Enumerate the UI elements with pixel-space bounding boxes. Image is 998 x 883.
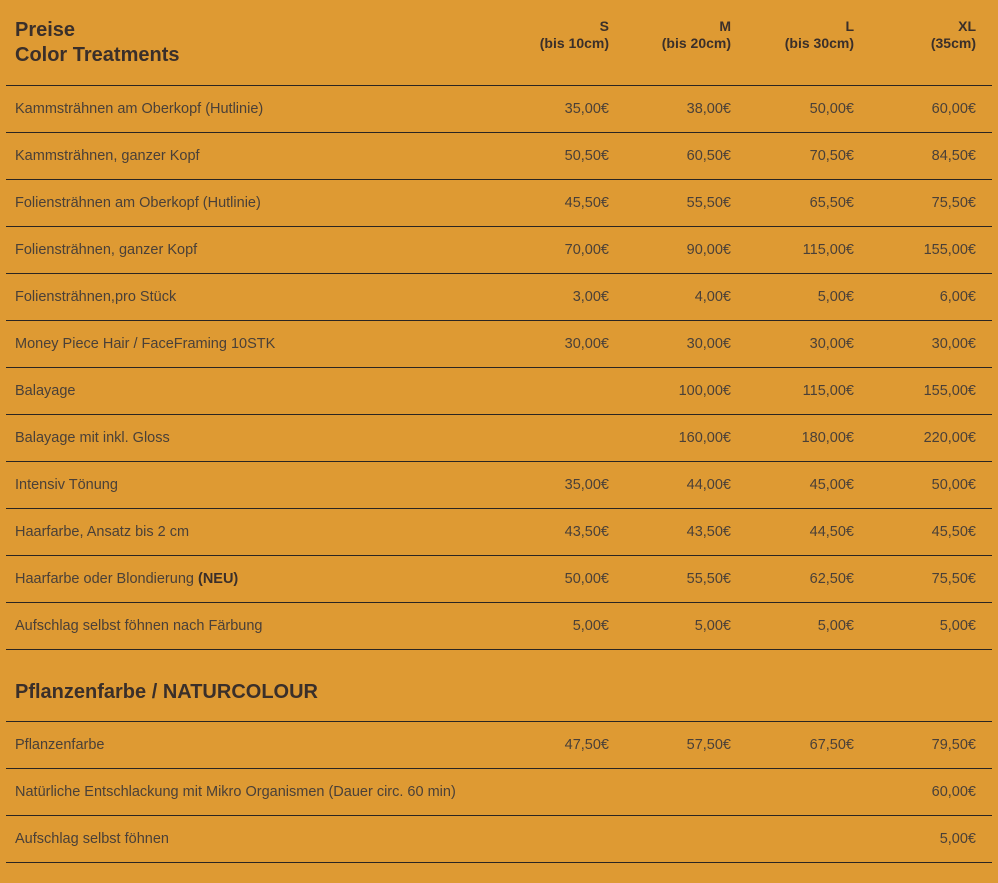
price-s: 35,00€ [564,477,609,493]
service-name [15,556,238,602]
service-label: Kammsträhnen, ganzer Kopf [15,148,200,164]
service-label: Aufschlag selbst föhnen nach Färbung [15,618,263,634]
price-s: 35,00€ [564,101,609,117]
price-m: 55,50€ [686,195,731,211]
price-xl: 220,00€ [923,430,976,446]
table-row [6,180,992,227]
price-xl: 155,00€ [923,242,976,258]
service-label: Aufschlag selbst föhnen [15,831,169,847]
column-note: (bis 10cm) [539,35,609,51]
column-note: (bis 30cm) [784,35,854,51]
price-s: 3,00€ [572,289,609,305]
service-label: Intensiv Tönung [15,477,118,493]
section-heading [6,650,992,722]
price-l: 180,00€ [801,430,854,446]
service-name [15,462,118,508]
price-l: 62,50€ [809,571,854,587]
price-s: 47,50€ [564,737,609,753]
service-label: Foliensträhnen,pro Stück [15,289,177,305]
price-s: 50,00€ [564,571,609,587]
table-row [6,509,992,556]
section-title-plant: Pflanzenfarbe / NATURCOLOUR [15,681,318,703]
price-xl: 6,00€ [939,289,976,305]
price-s: 50,50€ [564,148,609,164]
service-label: Haarfarbe oder Blondierung [15,571,198,587]
price-s: 45,50€ [564,195,609,211]
price-l: 5,00€ [817,618,854,634]
service-name [15,368,75,414]
price-xl: 60,00€ [931,101,976,117]
price-xl: 30,00€ [931,336,976,352]
price-xl: 50,00€ [931,477,976,493]
new-badge: (NEU) [197,571,239,587]
price-m: 44,00€ [686,477,731,493]
price-m: 90,00€ [686,242,731,258]
price-list [6,0,992,863]
price-m: 4,00€ [694,289,731,305]
title-line-1: Preise [15,19,76,41]
price-l: 50,00€ [809,101,854,117]
price-l: 115,00€ [802,242,854,258]
price-table-header [6,0,992,86]
price-m: 57,50€ [686,737,731,753]
price-l: 70,50€ [809,148,854,164]
service-label: Pflanzenfarbe [15,737,105,753]
table-row [6,415,992,462]
service-label: Balayage mit inkl. Gloss [15,430,170,446]
price-l: 5,00€ [817,289,854,305]
price-xl: 60,00€ [931,784,976,800]
service-label: Natürliche Entschlackung mit Mikro Organismen (Dauer circ. 60 min) [15,784,456,800]
plant-colour-table [6,722,992,863]
column-note: (bis 20cm) [661,35,731,51]
table-row [6,816,992,863]
table-row [6,227,992,274]
service-name [15,509,189,555]
price-s: 5,00€ [572,618,609,634]
color-treatments-table [6,86,992,650]
column-note: (35cm) [930,35,976,51]
column-size: XL [958,18,976,34]
table-row [6,274,992,321]
price-m: 100,00€ [678,383,731,399]
service-name [15,86,263,132]
service-label: Foliensträhnen am Oberkopf (Hutlinie) [15,195,261,211]
column-header-l [785,18,854,52]
column-header-s [540,18,609,52]
price-xl: 75,50€ [931,571,976,587]
price-m: 5,00€ [694,618,731,634]
price-l: 115,00€ [802,383,854,399]
price-m: 160,00€ [678,430,731,446]
price-l: 30,00€ [809,336,854,352]
service-name [15,133,200,179]
price-m: 38,00€ [686,101,731,117]
column-header-xl [931,18,976,52]
service-label: Haarfarbe, Ansatz bis 2 cm [15,524,190,540]
service-name [15,722,104,768]
price-l: 44,50€ [809,524,854,540]
service-label: Money Piece Hair / FaceFraming 10STK [15,336,276,352]
column-header-m [662,18,731,52]
column-size: S [599,18,609,34]
service-name [15,816,169,862]
service-label: Foliensträhnen, ganzer Kopf [15,242,198,258]
price-xl: 79,50€ [931,737,976,753]
price-xl: 5,00€ [939,618,976,634]
price-s: 43,50€ [564,524,609,540]
service-name [15,603,262,649]
price-l: 45,00€ [809,477,854,493]
service-name [15,274,176,320]
service-name [15,415,170,461]
column-size: M [719,18,731,34]
price-m: 60,50€ [686,148,731,164]
price-m: 55,50€ [686,571,731,587]
price-m: 43,50€ [686,524,731,540]
table-row [6,722,992,769]
service-name [15,321,275,367]
service-label: Kammsträhnen am Oberkopf (Hutlinie) [15,101,264,117]
price-s: 70,00€ [564,242,609,258]
title-line-2: Color Treatments [15,44,180,66]
table-row [6,769,992,816]
table-row [6,368,992,415]
price-l: 65,50€ [809,195,854,211]
price-xl: 45,50€ [931,524,976,540]
column-size: L [845,18,854,34]
service-label: Balayage [15,383,76,399]
table-row [6,133,992,180]
table-row [6,321,992,368]
table-row [6,556,992,603]
page-title [15,18,179,68]
price-xl: 75,50€ [931,195,976,211]
service-name [15,769,456,815]
price-xl: 155,00€ [923,383,976,399]
table-row [6,603,992,650]
price-l: 67,50€ [809,737,854,753]
price-m: 30,00€ [686,336,731,352]
service-name [15,180,261,226]
price-s: 30,00€ [564,336,609,352]
service-name [15,227,197,273]
table-row [6,86,992,133]
price-xl: 5,00€ [939,831,976,847]
table-row [6,462,992,509]
price-xl: 84,50€ [931,148,976,164]
